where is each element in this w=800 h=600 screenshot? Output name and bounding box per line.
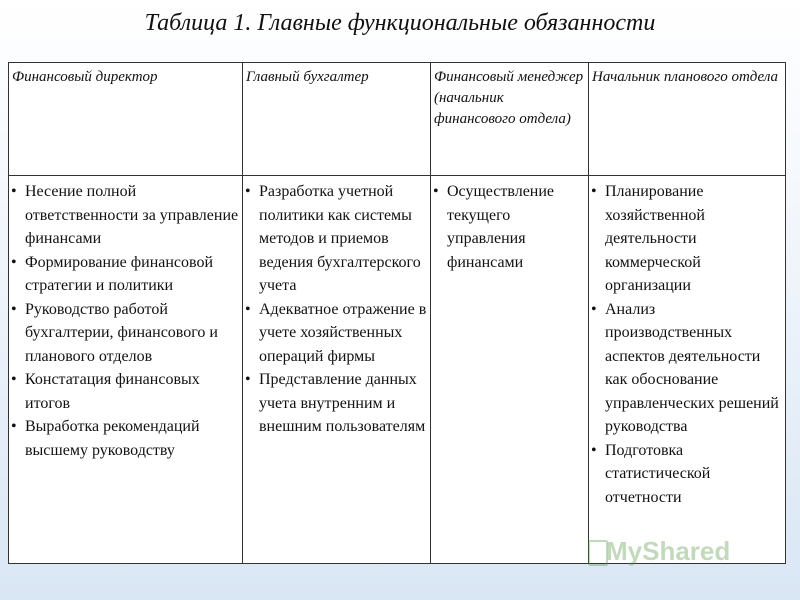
list-item: • Представление данных учета внутренним и внешним пользователям (245, 368, 427, 439)
table-row (9, 176, 786, 564)
header-chief-accountant: Главный бухгалтер (243, 63, 431, 176)
duties-cell-financial-manager (431, 176, 589, 564)
page-title: Таблица 1. Главные функциональные обязанности (144, 10, 656, 36)
list-item: • Констатация финансовых итогов (11, 368, 239, 415)
list-item: • Формирование финансовой стратегии и политики (11, 251, 239, 298)
duty-list (245, 180, 427, 439)
header-financial-manager: Финансовый менеджер (начальник финансового отдела) (431, 63, 589, 176)
watermark: MyShared (606, 536, 731, 566)
list-item: • Несение полной ответственности за управление финансами (11, 180, 239, 251)
table-header-row (9, 63, 786, 176)
list-item: • Адекватное отражение в учете хозяйственных операций фирмы (245, 298, 427, 369)
header-financial-director: Финансовый директор (9, 63, 243, 176)
header-planning-head: Начальник планового отдела (589, 63, 786, 176)
list-item: • Анализ производственных аспектов деятельности как обоснование управленческих решений руководства (591, 298, 782, 439)
list-item: • Планирование хозяйственной деятельности коммерческой организации (591, 180, 782, 298)
list-item: • Выработка рекомендаций высшему руководству (11, 415, 239, 462)
duties-cell-planning-head (589, 176, 786, 564)
duty-list (433, 180, 585, 274)
list-item: • Подготовка статистической отчетности (591, 439, 782, 510)
duties-table (8, 62, 786, 564)
duties-cell-chief-accountant (243, 176, 431, 564)
list-item: • Разработка учетной политики как системы методов и приемов ведения бухгалтерского учета (245, 180, 427, 298)
list-item: • Руководство работой бухгалтерии, финансового и планового отделов (11, 298, 239, 369)
duties-cell-financial-director (9, 176, 243, 564)
list-item: • Осуществление текущего управления финансами (433, 180, 585, 274)
duty-list (591, 180, 782, 509)
duty-list (11, 180, 239, 462)
